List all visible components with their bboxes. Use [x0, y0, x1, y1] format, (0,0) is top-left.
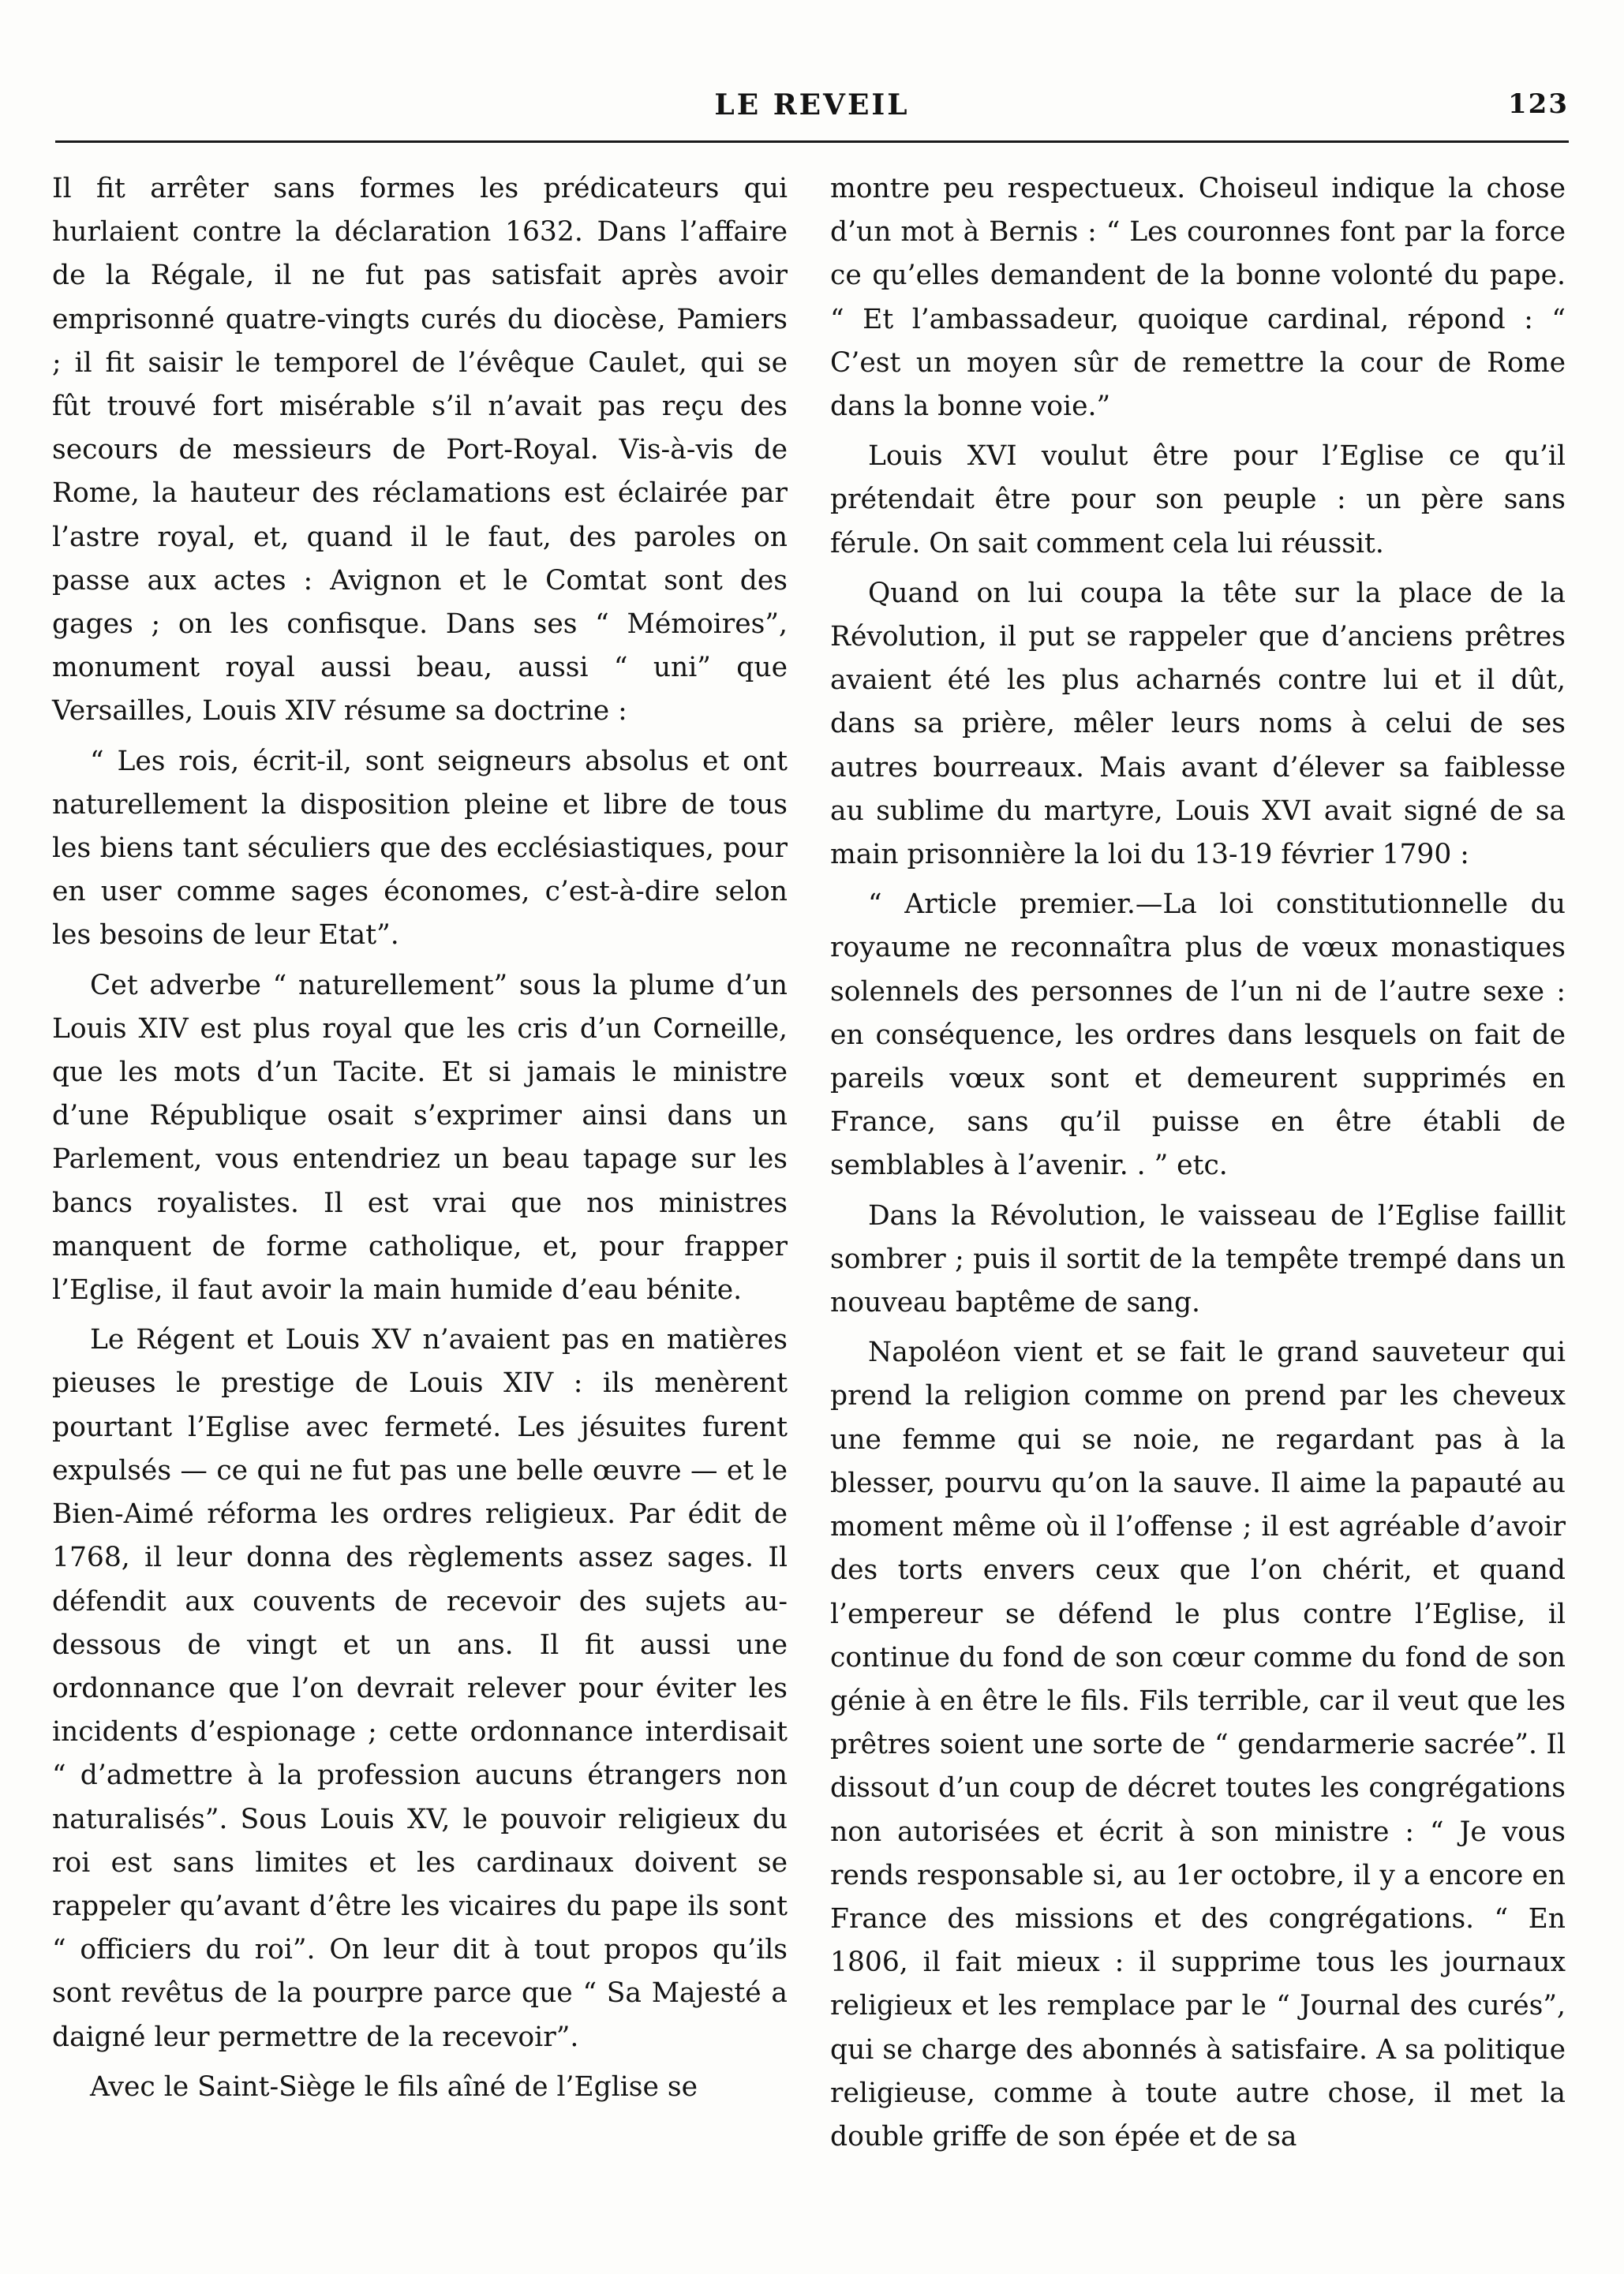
page-header [55, 85, 1569, 143]
paragraph: Il fit arrêter sans formes les prédicateurs qui hurlaient contre la déclaration 1632. Dans l’affaire de la Régale, il ne fut pas satisfait après avoir emprisonné quatre-vingts curés du diocèse, Pamiers ; il fit saisir le temporel de l’évêque Caulet, qui se fût trouvé fort misérable s’il n’avait pas reçu des secours de messieurs de Port-Royal. Vis-à-vis de Rome, la hauteur des réclamations est éclairée par l’astre royal, et, quand il le faut, des paroles on passe aux actes : Avignon et le Comtat sont des gages ; on les confisque. Dans ses “ Mémoires”, monument royal aussi beau, aussi “ uni” que Versailles, Louis XIV résume sa doctrine : [52, 173, 788, 727]
paragraph: “ Les rois, écrit-il, sont seigneurs absolus et ont naturellement la disposition pleine et libre de tous les biens tant séculiers que des ecclésiastiques, pour en user comme sages économes, c’est-à-dire selon les besoins de leur Etat”. [52, 745, 788, 952]
page-number: 123 [1508, 88, 1569, 120]
paragraph: “ Article premier.—La loi constitutionnelle du royaume ne reconnaîtra plus de vœux monastiques solennels des personnes de l’un ni de l’autre sexe : en conséquence, les ordres dans lesquels on fait de pareils vœux sont et demeurent supprimés en France, sans qu’il puisse en être établi de semblables à l’avenir. . ” etc. [830, 888, 1566, 1182]
paragraph: Napoléon vient et se fait le grand sauveteur qui prend la religion comme on prend par les cheveux une femme qui se noie, ne regardant pas à la blesser, pourvu qu’on la sauve. Il aime la papauté au moment même où il l’offense ; il est agréable d’avoir des torts envers ceux que l’on chérit, et quand l’empereur se défend le plus contre l’Eglise, il continue du fond de son cœur comme du fond de son génie à en être le fils. Fils terrible, car il veut que les prêtres soient une sorte de “ gendarmerie sacrée”. Il dissout d’un coup de décret toutes les congrégations non autorisées et écrit à son ministre : “ Je vous rends responsable si, au 1er octobre, il y a encore en France des missions et des congrégations. “ En 1806, il fait mieux : il supprime tous les journaux religieux et les remplace par le “ Journal des curés”, qui se charge des abonnés à satisfaire. A sa politique religieuse, comme à toute autre chose, il met la double griffe de son épée et de sa [830, 1337, 1566, 2152]
left-column [52, 167, 788, 2115]
paragraph: Louis XVI voulut être pour l’Eglise ce qu’il prétendait être pour son peuple : un père sans férule. On sait comment cela lui réussit. [830, 440, 1566, 559]
paragraph: Le Régent et Louis XV n’avaient pas en matières pieuses le prestige de Louis XIV : ils menèrent pourtant l’Eglise avec fermeté. Les jésuites furent expulsés — ce qui ne fut pas une belle œuvre — et le Bien-Aimé réforma les ordres religieux. Par édit de 1768, il leur donna des règlements assez sages. Il défendit aux couvents de recevoir des sujets au-dessous de vingt et un ans. Il fit aussi une ordonnance que l’on devrait relever pour éviter les incidents d’espionage ; cette ordonnance interdisait “ d’admettre à la profession aucuns étrangers non naturalisés”. Sous Louis XV, le pouvoir religieux du roi est sans limites et les cardinaux doivent se rappeler qu’avant d’être les vicaires du pape ils sont “ officiers du roi”. On leur dit à tout propos qu’ils sont revêtus de la pourpre parce que “ Sa Majesté a daigné leur permettre de la recevoir”. [52, 1324, 788, 2053]
paragraph: Dans la Révolution, le vaisseau de l’Eglise faillit sombrer ; puis il sortit de la tempête trempé dans un nouveau baptême de sang. [830, 1199, 1566, 1319]
paragraph: Cet adverbe “ naturellement” sous la plume d’un Louis XIV est plus royal que les cris d’un Corneille, que les mots d’un Tacite. Et si jamais le ministre d’une République osait s’exprimer ainsi dans un Parlement, vous entendriez un beau tapage sur les bancs royalistes. Il est vrai que nos ministres manquent de forme catholique, et, pour frapper l’Eglise, il faut avoir la main humide d’eau bénite. [52, 969, 788, 1307]
paragraph: montre peu respectueux. Choiseul indique la chose d’un mot à Bernis : “ Les couronnes font par la force ce qu’elles demandent de la bonne volonté du pape. “ Et l’ambassadeur, quoique cardinal, répond : “ C’est un moyen sûr de remettre la cour de Rome dans la bonne voie.” [830, 173, 1566, 423]
right-column [830, 167, 1566, 2165]
running-title: LE REVEIL [714, 88, 910, 122]
paragraph: Quand on lui coupa la tête sur la place de la Révolution, il put se rappeler que d’anciens prêtres avaient été les plus acharnés contre lui et il dût, dans sa prière, mêler leurs noms à celui de ses autres bourreaux. Mais avant d’élever sa faiblesse au sublime du martyre, Louis XVI avait signé de sa main prisonnière la loi du 13-19 février 1790 : [830, 577, 1566, 871]
paragraph: Avec le Saint-Siège le fils aîné de l’Eglise se [90, 2070, 698, 2103]
